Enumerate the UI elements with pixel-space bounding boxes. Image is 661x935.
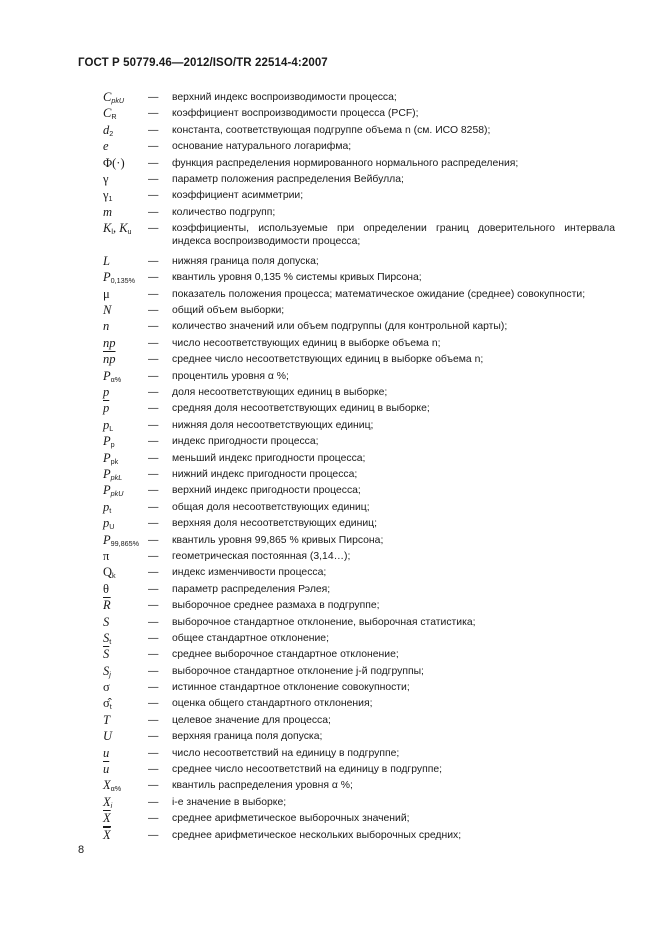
symbol: m <box>103 204 113 219</box>
symbol: $\overline{S}$ <box>103 647 110 662</box>
list-item: μ — показатель положения процесса; математическое ожидание (среднее) совокупности; <box>103 288 615 304</box>
symbol: θ <box>103 581 109 596</box>
description: показатель положения процесса; математическое ожидание (среднее) совокупности; <box>172 288 586 300</box>
list-item: π — геометрическая постоянная (3,14…); <box>103 550 615 566</box>
list-item: $P_{pkL}$ — нижний индекс пригодности процесса; <box>103 468 615 484</box>
list-item: $S_t$ — общее стандартное отклонение; <box>103 632 615 648</box>
description: выборочное стандартное отклонение, выборочная статистика; <box>172 616 476 628</box>
symbol: np <box>103 335 116 350</box>
description: общая доля несоответствующих единиц; <box>172 501 370 513</box>
description: коэффициент асимметрии; <box>172 190 304 202</box>
list-item: $\overline{np}$ — среднее число несоответствующих единиц в выборке объема n; <box>103 353 615 369</box>
description: выборочное среднее размаха в подгруппе; <box>172 600 380 612</box>
symbol: L <box>103 253 110 268</box>
list-item: $P_{\alpha\%}$ — процентиль уровня α %; <box>103 370 615 386</box>
list-item: u — число несоответствий на единицу в подгруппе; <box>103 747 615 763</box>
symbol: U <box>103 729 113 744</box>
symbol: $K_l$, $K_u$ <box>103 221 132 237</box>
description: индекс изменчивости процесса; <box>172 567 327 579</box>
symbol: $P_{pk}$ <box>103 450 119 466</box>
description: основание натурального логарифма; <box>172 141 352 153</box>
description: среднее число несоответствующих единиц в выборке объема n; <box>172 354 484 366</box>
description: среднее арифметическое нескольких выборочных средних; <box>172 829 462 841</box>
description: общее стандартное отклонение; <box>172 632 329 644</box>
list-item: $\gamma_1$ — коэффициент асимметрии; <box>103 189 615 205</box>
symbol: Φ(·) <box>103 155 125 170</box>
symbol: μ <box>103 286 110 301</box>
list-item: $X_{\alpha\%}$ — квантиль распределения уровня α %; <box>103 779 615 795</box>
list-item: $C_R$ — коэффициент воспроизводимости процесса (PCF); <box>103 107 615 123</box>
list-item: e — основание натурального логарифма; <box>103 140 615 156</box>
list-item: $p_U$ — верхняя доля несоответствующих единиц; <box>103 517 615 533</box>
symbol: $d_2$ <box>103 122 114 138</box>
list-item: $p_t$ — общая доля несоответствующих единиц; <box>103 501 615 517</box>
symbol: σ <box>103 680 110 695</box>
list-item: p — доля несоответствующих единиц в выборке; <box>103 386 615 402</box>
symbol: $S_j$ <box>103 663 111 679</box>
description: средняя доля несоответствующих единиц в выборке; <box>172 403 430 415</box>
list-item: U — верхняя граница поля допуска; <box>103 730 615 746</box>
list-item: $X_i$ — i-е значение в выборке; <box>103 796 615 812</box>
symbol: $\overline{p}$ <box>103 401 110 416</box>
symbol: $C_R$ <box>103 106 117 122</box>
symbol: e <box>103 139 109 154</box>
symbol: $\overline{np}$ <box>103 352 116 367</box>
document-header: ГОСТ Р 50779.46—2012/ISO/TR 22514-4:2007 <box>78 57 328 69</box>
list-item: $P_{pk}$ — меньший индекс пригодности процесса; <box>103 452 615 468</box>
description: число несоответствующих единиц в выборке объема n; <box>172 337 441 349</box>
symbol: S <box>103 614 110 629</box>
description: нижняя граница поля допуска; <box>172 255 319 267</box>
symbol: $P_{pkL}$ <box>103 467 123 482</box>
list-item: $\overline{X}$ — среднее арифметическое нескольких выборочных средних; <box>103 829 615 845</box>
list-item: $p_L$ — нижняя доля несоответствующих единиц; <box>103 419 615 435</box>
symbol: π <box>103 548 110 563</box>
list-item: $P_{pkU}$ — верхний индекс пригодности процесса; <box>103 484 615 500</box>
symbol: $P_{pkU}$ <box>103 483 124 499</box>
description: истинное стандартное отклонение совокупности; <box>172 682 410 694</box>
description: параметр положения распределения Вейбулла; <box>172 173 404 185</box>
list-item: N — общий объем выборки; <box>103 304 615 320</box>
list-item: $\overline{S}$ — среднее выборочное стандартное отклонение; <box>103 648 615 664</box>
symbol: N <box>103 303 112 318</box>
list-item: $\overline{X}$ — среднее арифметическое выборочных значений; <box>103 812 615 828</box>
symbol: $P_p$ <box>103 434 115 450</box>
description: коэффициент воспроизводимости процесса (PCF); <box>172 108 419 120</box>
list-item: $P_p$ — индекс пригодности процесса; <box>103 435 615 451</box>
description: нижний индекс пригодности процесса; <box>172 469 358 480</box>
description: верхняя граница поля допуска; <box>172 731 323 743</box>
description: квантиль распределения уровня α %; <box>172 780 353 792</box>
symbol: $p_L$ <box>103 417 114 433</box>
description: нижняя доля несоответствующих единиц; <box>172 419 374 431</box>
description: функция распределения нормированного нормального распределения; <box>172 157 519 169</box>
description: среднее выборочное стандартное отклонение; <box>172 649 399 661</box>
description: количество значений или объем подгруппы (для контрольной карты); <box>172 321 508 333</box>
symbol: $X_i$ <box>103 794 113 810</box>
symbol: $\overline{X}$ <box>103 811 111 826</box>
list-item: σ — истинное стандартное отклонение совокупности; <box>103 681 615 697</box>
list-item: $\overline{p}$ — средняя доля несоответствующих единиц в выборке; <box>103 402 615 418</box>
symbol: n <box>103 319 110 334</box>
list-item: $\sigmâ_t$ — оценка общего стандартного отклонения; <box>103 697 615 713</box>
list-item: L — нижняя граница поля допуска; <box>103 255 615 271</box>
list-item: m — количество подгрупп; <box>103 206 615 222</box>
description: процентиль уровня α %; <box>172 370 289 382</box>
description: i-е значение в выборке; <box>172 796 287 808</box>
symbol: T <box>103 712 110 727</box>
description: верхняя доля несоответствующих единиц; <box>172 518 377 530</box>
list-item: $\overline{u}$ — среднее число несоответствий на единицу в подгруппе; <box>103 763 615 779</box>
symbol: p <box>103 385 110 400</box>
page-number: 8 <box>78 844 85 856</box>
list-item: $\overline{R}$ — выборочное среднее размаха в подгруппе; <box>103 599 615 615</box>
symbol: $\gamma_1$ <box>103 188 113 204</box>
symbol: $C_{pkU}$ <box>103 90 125 105</box>
description: индекс пригодности процесса; <box>172 436 319 448</box>
symbol: $S_t$ <box>103 630 112 646</box>
description: среднее число несоответствий на единицу в подгруппе; <box>172 764 443 776</box>
symbol: $P_{0,135\%}$ <box>103 270 136 286</box>
symbol: $\overline{X}$ <box>103 827 111 842</box>
description: целевое значение для процесса; <box>172 714 331 726</box>
list-item: $P_{99,865\%}$ — квантиль уровня 99,865 % кривых Пирсона; <box>103 534 615 550</box>
description: верхний индекс пригодности процесса; <box>172 485 361 497</box>
description: верхний индекс воспроизводимости процесса; <box>172 92 397 103</box>
symbol-list <box>103 91 615 845</box>
symbol: γ <box>103 171 109 186</box>
list-item: T — целевое значение для процесса; <box>103 714 615 730</box>
list-item: $C_{pkU}$ — верхний индекс воспроизводимости процесса; <box>103 91 615 107</box>
list-item: np — число несоответствующих единиц в выборке объема n; <box>103 337 615 353</box>
list-item: θ — параметр распределения Рэлея; <box>103 583 615 599</box>
description: среднее арифметическое выборочных значений; <box>172 813 410 825</box>
description: константа, соответствующая подгруппе объема n (см. ИСО 8258); <box>172 124 491 136</box>
description: квантиль уровня 0,135 % системы кривых Пирсона; <box>172 272 422 284</box>
description: оценка общего стандартного отклонения; <box>172 698 373 710</box>
list-item: $Q_k$ — индекс изменчивости процесса; <box>103 566 615 582</box>
symbol: $p_U$ <box>103 516 115 532</box>
description: коэффициенты, используемые при определении границ доверительного интервала индекса воспроизводимости процесса; <box>172 223 615 248</box>
description: квантиль уровня 99,865 % кривых Пирсона; <box>172 534 384 546</box>
symbol: $p_t$ <box>103 499 112 515</box>
list-item: γ — параметр положения распределения Вейбулла; <box>103 173 615 189</box>
symbol: $Q_k$ <box>103 565 116 581</box>
symbol: u <box>103 745 110 760</box>
list-item: $K_l$, $K_u$ — коэффициенты, используемые при определении границ доверительного интервала индекса воспроизводимости процесса; <box>103 221 615 248</box>
description: общий объем выборки; <box>172 305 285 317</box>
description: меньший индекс пригодности процесса; <box>172 452 366 464</box>
symbol: $P_{99,865\%}$ <box>103 532 140 548</box>
description: число несоответствий на единицу в подгруппе; <box>172 747 400 759</box>
list-item: n — количество значений или объем подгруппы (для контрольной карты); <box>103 320 615 336</box>
symbol: $X_{\alpha\%}$ <box>103 778 122 794</box>
list-item: $P_{0,135\%}$ — квантиль уровня 0,135 % системы кривых Пирсона; <box>103 271 615 287</box>
description: количество подгрупп; <box>172 206 276 218</box>
description: доля несоответствующих единиц в выборке; <box>172 387 388 399</box>
symbol: $P_{\alpha\%}$ <box>103 368 122 384</box>
list-item: Φ(·) — функция распределения нормированного нормального распределения; <box>103 157 615 173</box>
symbol: $\overline{R}$ <box>103 598 111 613</box>
description: геометрическая постоянная (3,14…); <box>172 550 351 562</box>
symbol: $\sigmâ_t$ <box>103 696 112 712</box>
description: выборочное стандартное отклонение j-й подгруппы; <box>172 665 424 677</box>
list-item: $d_2$ — константа, соответствующая подгруппе объема n (см. ИСО 8258); <box>103 124 615 140</box>
list-item: $S_j$ — выборочное стандартное отклонение j-й подгруппы; <box>103 665 615 681</box>
list-item: S — выборочное стандартное отклонение, выборочная статистика; <box>103 616 615 632</box>
symbol: $\overline{u}$ <box>103 762 110 777</box>
description: параметр распределения Рэлея; <box>172 583 331 595</box>
